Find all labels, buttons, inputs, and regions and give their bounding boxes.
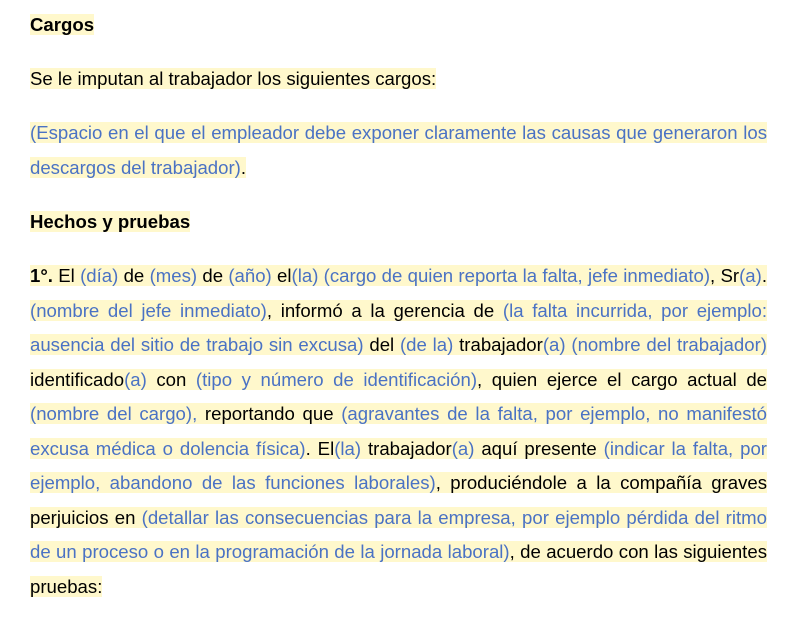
hechos-heading [30, 205, 767, 240]
placeholder-run: (tipo y número de identificación) [195, 368, 478, 390]
cargos-intro-paragraph [30, 62, 767, 97]
text-run: . El [305, 437, 335, 459]
cargos-heading-text: Cargos [30, 14, 95, 35]
cargos-placeholder-paragraph [30, 116, 767, 185]
placeholder-run: (la falta incurrida, por ejemplo: ausencia del sitio de trabajo sin excusa) [30, 299, 767, 355]
placeholder-run: (la) [334, 437, 362, 459]
placeholder-run: (mes) [149, 265, 198, 286]
placeholder-run: (a) (nombre del trabajador) [542, 334, 767, 355]
hechos-body-paragraph [30, 259, 767, 604]
text-run: trabajador [361, 437, 452, 459]
placeholder-run: (detallar las consecuencias para la empresa, por ejemplo pérdida del ritmo de un proceso o en la programación de la jornada laboral) [30, 506, 767, 562]
text-run: , quien ejerce el cargo actual de [477, 368, 767, 390]
text-run: trabajador [453, 334, 543, 355]
item-number: 1°. [30, 265, 53, 286]
text-run: identificado [30, 368, 125, 390]
text-run: , informó a la gerencia de [266, 299, 503, 321]
placeholder-run: (de la) [399, 334, 454, 355]
placeholder-run: (a) [451, 437, 475, 459]
text-run: , de acuerdo con las siguientes pruebas: [30, 541, 767, 597]
text-run: con [146, 368, 196, 390]
placeholder-run: (agravantes de la falta, por ejemplo, no manifestó excusa médica o dolencia física) [30, 403, 767, 459]
text-run: del [363, 334, 400, 355]
text-run: reportando que [197, 403, 342, 424]
text-run: aquí presente [474, 437, 604, 459]
placeholder-run: (día) [80, 265, 119, 286]
placeholder-run: (nombre del jefe inmediato) [30, 299, 267, 321]
text-run: , produciéndole a la compañía graves perjuicios en [30, 472, 767, 528]
cargos-placeholder-end: . [240, 156, 247, 178]
placeholder-run: (indicar la falta, por ejemplo, abandono de las funciones laborales) [30, 437, 767, 493]
hechos-heading-text: Hechos y pruebas [30, 211, 191, 232]
text-run: , Sr [710, 265, 740, 286]
placeholder-run: (a) [739, 265, 762, 286]
placeholder-run: (a) [124, 368, 147, 390]
cargos-intro-text: Se le imputan al trabajador los siguientes cargos: [30, 68, 437, 89]
text-run: de [118, 265, 150, 286]
text-run: El [52, 265, 81, 286]
cargos-placeholder-text: (Espacio en el que el empleador debe exponer claramente las causas que generaron los descargos del trabajador) [30, 122, 767, 178]
text-run: de [197, 265, 229, 286]
placeholder-run: (la) (cargo de quien reporta la falta, jefe inmediato) [291, 265, 711, 286]
cargos-heading [30, 8, 767, 43]
text-run: el [271, 265, 292, 286]
placeholder-run: (nombre del cargo), [30, 403, 198, 424]
placeholder-run: (año) [228, 265, 272, 286]
text-run: . [761, 265, 767, 286]
